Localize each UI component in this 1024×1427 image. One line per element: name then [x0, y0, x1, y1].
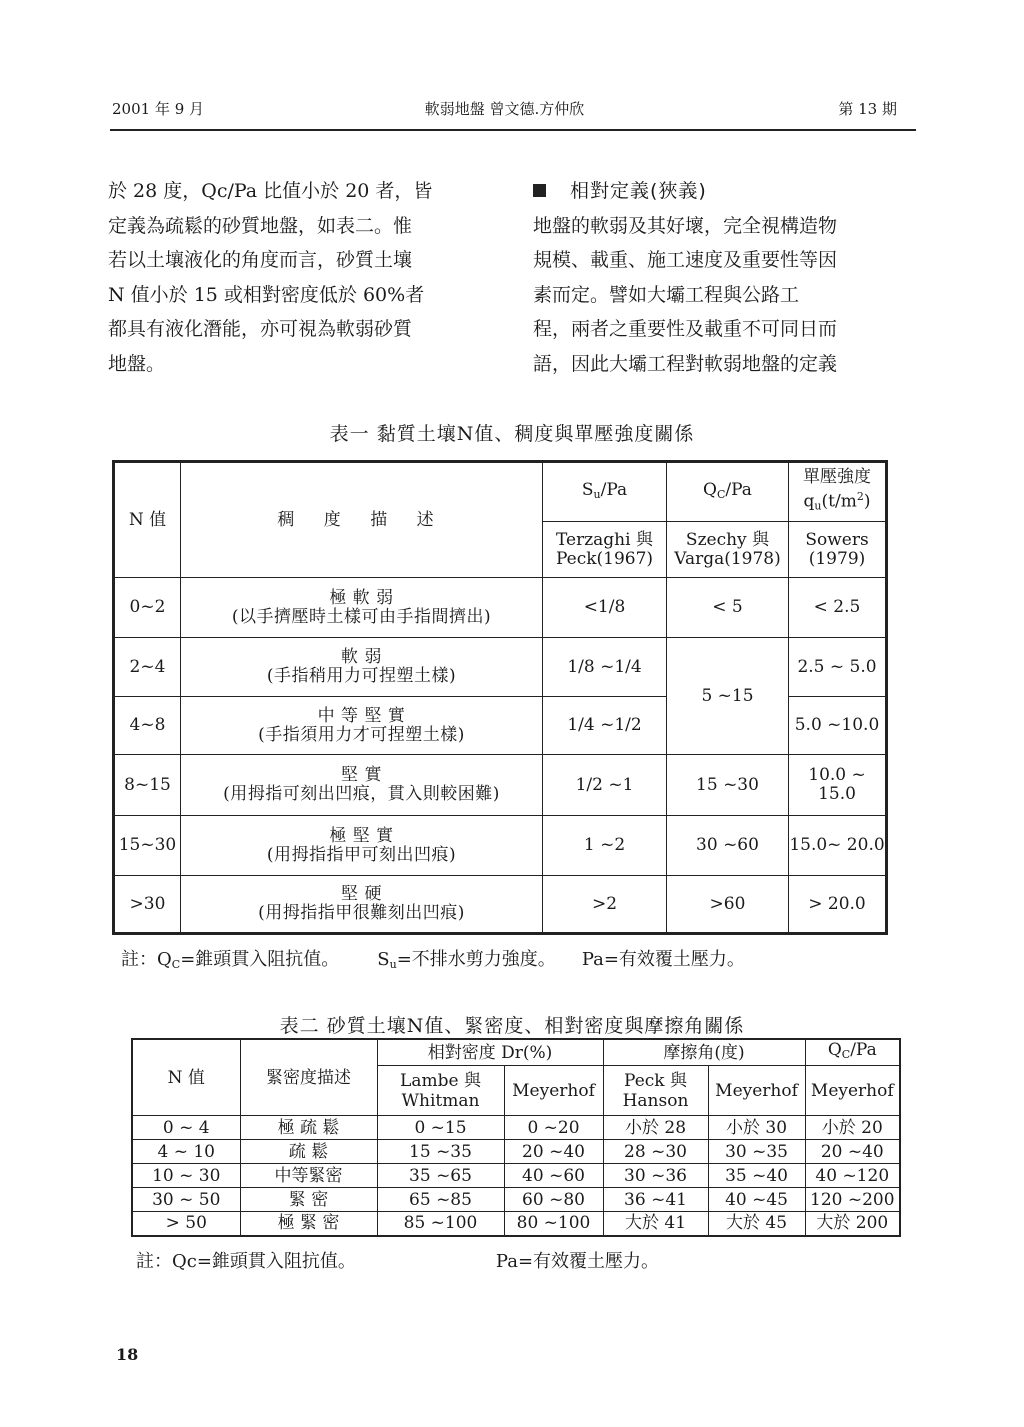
page-number: 18: [116, 1345, 139, 1364]
header-su: $S_u/Pa$: [543, 462, 667, 522]
cell-n: 30 ~ 50: [132, 1188, 240, 1212]
cell-desc: 極 軟 弱 (以手擠壓時土樣可由手指間擠出): [181, 578, 543, 638]
cell-friction-meyerhof: 35 ~40: [708, 1164, 805, 1188]
cell-desc: 堅 硬 (用拇指指甲很難刻出凹痕): [181, 876, 543, 934]
cell-dr-meyerhof: 20 ~40: [504, 1140, 603, 1164]
text-line: 素而定。譬如大壩工程與公路工: [533, 283, 800, 306]
cell-n: 0 ~ 4: [132, 1116, 240, 1140]
table-row: [132, 1188, 900, 1212]
cell-desc: 中 等 堅 實 (手指須用力才可捏塑土樣): [181, 697, 543, 755]
header-issue: 第 13 期: [838, 100, 897, 118]
cell-friction-peck: 36 ~41: [603, 1188, 708, 1212]
section-heading: [533, 174, 903, 209]
cell-qc: 15 ~30: [667, 755, 789, 816]
cell-qu: 5.0 ~10.0: [789, 697, 887, 755]
header-qc: $Q_C/Pa$: [667, 462, 789, 522]
table-row: [114, 876, 887, 934]
text-line: 地盤。: [108, 352, 166, 375]
table-row: [114, 755, 887, 816]
cell-qc: < 5: [667, 578, 789, 638]
cell-su: 1/4 ~1/2: [543, 697, 667, 755]
header-n-value: N 值: [132, 1039, 240, 1116]
source-meyerhof: Meyerhof: [504, 1066, 603, 1116]
cell-qc: 120 ~200: [805, 1188, 900, 1212]
cell-dr-meyerhof: 0 ~20: [504, 1116, 603, 1140]
cell-qu: > 20.0: [789, 876, 887, 934]
table-row: [114, 578, 887, 638]
cell-n: >30: [114, 876, 181, 934]
cell-desc: 軟 弱 (手指稍用力可捏塑土樣): [181, 638, 543, 697]
text-line: 語，因此大壩工程對軟弱地盤的定義: [533, 352, 838, 375]
source-meyerhof: Meyerhof: [805, 1066, 900, 1116]
cell-n: > 50: [132, 1212, 240, 1236]
source-terzaghi: Terzaghi 與 Peck(1967): [543, 522, 667, 578]
cell-dr-lambe: 0 ~15: [377, 1116, 504, 1140]
table-row: [114, 816, 887, 876]
cell-qc: 5 ~15: [667, 638, 789, 755]
right-column-text: [533, 174, 903, 382]
cell-dr-meyerhof: 40 ~60: [504, 1164, 603, 1188]
table-row: [114, 638, 887, 697]
cell-n: 15~30: [114, 816, 181, 876]
table2-caption: 表二 砂質土壤N值、緊密度、相對密度與摩擦角關係: [279, 1015, 745, 1037]
cell-n: 8~15: [114, 755, 181, 816]
cell-dr-lambe: 85 ~100: [377, 1212, 504, 1236]
cell-su: 1/2 ~1: [543, 755, 667, 816]
source-peck: Peck 與 Hanson: [603, 1066, 708, 1116]
text-line: 定義為疏鬆的砂質地盤，如表二。惟: [108, 214, 413, 237]
header-qu: 單壓強度 $q_u(t/m^2)$: [789, 462, 887, 522]
cell-friction-peck: 28 ~30: [603, 1140, 708, 1164]
cell-friction-meyerhof: 小於 30: [708, 1116, 805, 1140]
cell-qu: 2.5 ~ 5.0: [789, 638, 887, 697]
cell-dr-lambe: 15 ~35: [377, 1140, 504, 1164]
cell-dr-lambe: 35 ~65: [377, 1164, 504, 1188]
table1: [112, 460, 888, 935]
cell-n: 4 ~ 10: [132, 1140, 240, 1164]
text-line: 規模、載重、施工速度及重要性等因: [533, 249, 838, 272]
cell-desc: 中等緊密: [240, 1164, 377, 1188]
text-line: 若以土壤液化的角度而言，砂質土壤: [108, 249, 413, 272]
table-row: [132, 1116, 900, 1140]
cell-dr-meyerhof: 60 ~80: [504, 1188, 603, 1212]
header-relative-density: 相對密度 Dr(%): [377, 1039, 603, 1066]
cell-su: >2: [543, 876, 667, 934]
left-column-text: [108, 174, 483, 382]
text-line: 地盤的軟弱及其好壞，完全視構造物: [533, 214, 838, 237]
header-consistency: 稠 度 描 述: [181, 462, 543, 578]
table-row: [132, 1140, 900, 1164]
cell-qc: >60: [667, 876, 789, 934]
header-n-value: N 值: [114, 462, 181, 578]
cell-desc: 極 疏 鬆: [240, 1116, 377, 1140]
header-density: 緊密度描述: [240, 1039, 377, 1116]
header-qc: $Q_C/Pa$: [805, 1039, 900, 1066]
cell-qc: 20 ~40: [805, 1140, 900, 1164]
cell-su: 1 ~2: [543, 816, 667, 876]
header-date: 2001 年 9 月: [112, 100, 205, 118]
table2-note: 註：Qc=錐頭貫入阻抗值。 Pa=有效覆土壓力。: [136, 1251, 660, 1272]
section-title: 相對定義(狹義): [570, 180, 707, 202]
source-szechy: Szechy 與 Varga(1978): [667, 522, 789, 578]
cell-desc: 極 緊 密: [240, 1212, 377, 1236]
header-friction-angle: 摩擦角(度): [603, 1039, 805, 1066]
cell-qc: 小於 20: [805, 1116, 900, 1140]
cell-dr-lambe: 65 ~85: [377, 1188, 504, 1212]
cell-qc: 大於 200: [805, 1212, 900, 1236]
header-rule: [110, 129, 916, 131]
cell-desc: 堅 實 (用拇指可刻出凹痕，貫入則較困難): [181, 755, 543, 816]
cell-friction-meyerhof: 40 ~45: [708, 1188, 805, 1212]
text-line: 於 28 度，Qc/Pa 比值小於 20 者，皆: [108, 180, 433, 202]
table2: [131, 1038, 901, 1237]
cell-n: 10 ~ 30: [132, 1164, 240, 1188]
cell-friction-peck: 大於 41: [603, 1212, 708, 1236]
cell-su: <1/8: [543, 578, 667, 638]
cell-qu: 10.0 ~ 15.0: [789, 755, 887, 816]
cell-qu: < 2.5: [789, 578, 887, 638]
cell-friction-meyerhof: 大於 45: [708, 1212, 805, 1236]
cell-su: 1/8 ~1/4: [543, 638, 667, 697]
cell-qc: 30 ~60: [667, 816, 789, 876]
source-meyerhof: Meyerhof: [708, 1066, 805, 1116]
cell-desc: 疏 鬆: [240, 1140, 377, 1164]
cell-n: 4~8: [114, 697, 181, 755]
table-row: [132, 1212, 900, 1236]
text-line: 都具有液化潛能，亦可視為軟弱砂質: [108, 318, 413, 341]
cell-qc: 40 ~120: [805, 1164, 900, 1188]
table-row: [132, 1164, 900, 1188]
header-title: 軟弱地盤 曾文德.方仲欣: [424, 100, 585, 118]
table1-caption: 表一 黏質土壤N值、稠度與單壓強度關係: [329, 423, 695, 445]
text-line: N 值小於 15 或相對密度低於 60%者: [108, 283, 425, 306]
cell-friction-peck: 小於 28: [603, 1116, 708, 1140]
cell-qu: 15.0~ 20.0: [789, 816, 887, 876]
cell-desc: 緊 密: [240, 1188, 377, 1212]
cell-dr-meyerhof: 80 ~100: [504, 1212, 603, 1236]
cell-n: 0~2: [114, 578, 181, 638]
cell-desc: 極 堅 實 (用拇指指甲可刻出凹痕): [181, 816, 543, 876]
square-bullet-icon: [533, 184, 546, 197]
table1-note: 註：$Q_C=$錐頭貫入阻抗值。 $S_u=$不排水剪力強度。 Pa=有效覆土壓力。: [121, 949, 745, 971]
cell-n: 2~4: [114, 638, 181, 697]
source-lambe: Lambe 與 Whitman: [377, 1066, 504, 1116]
source-sowers: Sowers (1979): [789, 522, 887, 578]
cell-friction-peck: 30 ~36: [603, 1164, 708, 1188]
text-line: 程，兩者之重要性及載重不可同日而: [533, 318, 838, 341]
cell-friction-meyerhof: 30 ~35: [708, 1140, 805, 1164]
running-header: [112, 98, 897, 120]
